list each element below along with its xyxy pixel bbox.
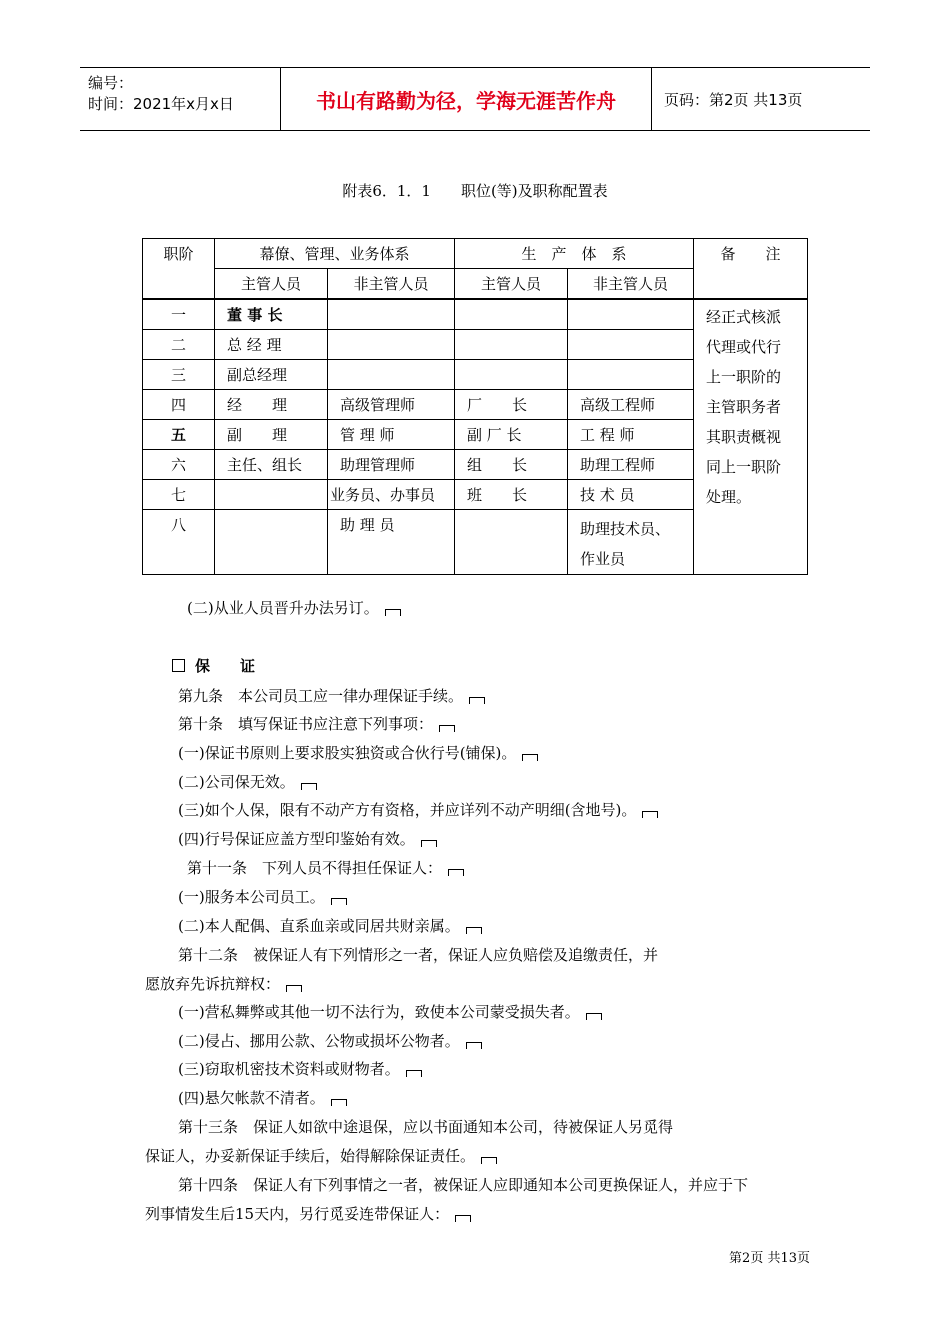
paragraph-mark-icon xyxy=(469,697,485,704)
prod-manager-cell xyxy=(455,510,568,575)
paragraph-mark-icon xyxy=(481,1157,497,1164)
remark-line: 处理。 xyxy=(706,488,752,506)
remark-line: 经正式核派 xyxy=(706,308,782,326)
prod-manager-cell: 厂 长 xyxy=(455,390,568,420)
staff-nonmanager-cell: 助理管理师 xyxy=(328,450,455,480)
paragraph-mark-icon xyxy=(448,869,464,876)
paragraph-mark-icon xyxy=(385,609,401,616)
cell-line: 作业员 xyxy=(580,550,626,568)
rank-cell: 一 xyxy=(143,299,215,330)
paragraph: 第十三条 保证人如欲中途退保，应以书面通知本公司，待被保证人另觅得 xyxy=(178,1118,674,1136)
remark-line: 上一职阶的 xyxy=(706,368,782,386)
paragraph: (四)行号保证应盖方型印鉴始有效。 xyxy=(178,829,437,849)
paragraph-mark-icon xyxy=(406,1070,422,1077)
paragraph-mark-icon xyxy=(331,898,347,905)
paragraph-mark-icon xyxy=(439,725,455,732)
prod-nonmanager-cell: 工 程 师 xyxy=(568,420,694,450)
paragraph: (二)本人配偶、直系血亲或同居共财亲属。 xyxy=(178,916,482,936)
prod-manager-cell xyxy=(455,360,568,390)
prod-manager-cell xyxy=(455,330,568,360)
prod-nonmanager-cell: 助理工程师 xyxy=(568,450,694,480)
time-label: 时间：2021年x月x日 xyxy=(88,95,234,113)
staff-manager-cell: 董 事 长 xyxy=(215,299,328,330)
paragraph-mark-icon xyxy=(421,840,437,847)
staff-nonmanager-cell xyxy=(328,360,455,390)
paragraph: 第十四条 保证人有下列事情之一者，被保证人应即通知本公司更换保证人，并应于下 xyxy=(178,1176,749,1194)
prod-nonmanager-cell xyxy=(568,330,694,360)
staff-manager-cell: 主任、组长 xyxy=(215,450,328,480)
checkbox-square-icon xyxy=(172,659,185,672)
paragraph: 第十条 填写保证书应注意下列事项： xyxy=(178,714,455,734)
paragraph: 第十二条 被保证人有下列情形之一者，保证人应负赔偿及追缴责任，并 xyxy=(178,946,659,964)
paragraph-mark-icon xyxy=(301,783,317,790)
header-staff-nonmanager: 非主管人员 xyxy=(328,269,455,300)
rank-cell: 五 xyxy=(143,420,215,450)
staff-manager-cell xyxy=(215,510,328,575)
paragraph-mark-icon xyxy=(586,1013,602,1020)
rank-cell: 六 xyxy=(143,450,215,480)
remark-line: 主管职务者 xyxy=(706,398,782,416)
paragraph-mark-icon xyxy=(642,811,658,818)
staff-nonmanager-cell: 管 理 师 xyxy=(328,420,455,450)
prod-nonmanager-cell xyxy=(568,299,694,330)
header-motto: 书山有路勤为径，学海无涯苦作舟 xyxy=(281,68,652,130)
paragraph: (二)侵占、挪用公款、公物或损坏公物者。 xyxy=(178,1031,482,1051)
remark-cell xyxy=(694,299,808,575)
header-staff-manager: 主管人员 xyxy=(215,269,328,300)
staff-manager-cell: 总 经 理 xyxy=(215,330,328,360)
cell-line: 助理技术员、 xyxy=(580,520,671,538)
paragraph-mark-icon xyxy=(522,754,538,761)
paragraph: (一)服务本公司员工。 xyxy=(178,887,347,907)
paragraph-mark-icon xyxy=(466,927,482,934)
remark-line: 同上一职阶 xyxy=(706,458,782,476)
paragraph-mark-icon xyxy=(455,1215,471,1222)
paragraph: (一)保证书原则上要求股实独资或合伙行号(铺保)。 xyxy=(178,743,538,763)
paragraph: 第九条 本公司员工应一律办理保证手续。 xyxy=(178,686,485,706)
header-production-system: 生 产 体 系 xyxy=(455,239,694,269)
header-remark: 备 注 xyxy=(694,239,808,300)
rank-cell: 八 xyxy=(143,510,215,575)
staff-manager-cell: 经 理 xyxy=(215,390,328,420)
rank-cell: 四 xyxy=(143,390,215,420)
header-prod-manager: 主管人员 xyxy=(455,269,568,300)
paragraph: (一)营私舞弊或其他一切不法行为，致使本公司蒙受损失者。 xyxy=(178,1002,602,1022)
paragraph-mark-icon xyxy=(466,1042,482,1049)
paragraph: (二)从业人员晋升办法另订。 xyxy=(187,598,401,618)
remark-line: 代理或代行 xyxy=(706,338,782,356)
paragraph: 保证人，办妥新保证手续后，始得解除保证责任。 xyxy=(145,1146,497,1166)
staff-nonmanager-cell: 业务员、办事员 xyxy=(328,480,455,510)
prod-nonmanager-cell: 技 术 员 xyxy=(568,480,694,510)
paragraph: (三)如个人保，限有不动产方有资格，并应详列不动产明细(含地号)。 xyxy=(178,800,658,820)
header-meta xyxy=(80,68,281,130)
section-heading: 保 证 xyxy=(172,656,255,676)
header-prod-nonmanager: 非主管人员 xyxy=(568,269,694,300)
page-header xyxy=(80,67,870,131)
prod-manager-cell: 班 长 xyxy=(455,480,568,510)
staff-manager-cell xyxy=(215,480,328,510)
number-label: 编号： xyxy=(88,74,134,92)
rank-cell: 三 xyxy=(143,360,215,390)
staff-nonmanager-cell: 高级管理师 xyxy=(328,390,455,420)
paragraph: (四)悬欠帐款不清者。 xyxy=(178,1088,347,1108)
paragraph-mark-icon xyxy=(286,985,302,992)
position-title-table xyxy=(142,238,808,575)
prod-nonmanager-cell xyxy=(568,360,694,390)
paragraph: (三)窃取机密技术资料或财物者。 xyxy=(178,1059,422,1079)
prod-manager-cell: 组 长 xyxy=(455,450,568,480)
staff-manager-cell: 副 理 xyxy=(215,420,328,450)
prod-manager-cell xyxy=(455,299,568,330)
staff-nonmanager-cell xyxy=(328,299,455,330)
paragraph-mark-icon xyxy=(331,1099,347,1106)
prod-manager-cell: 副 厂 长 xyxy=(455,420,568,450)
staff-nonmanager-cell: 助 理 员 xyxy=(328,510,455,575)
header-page-info: 页码：第2页 共13页 xyxy=(664,90,803,109)
header-staff-system: 幕僚、管理、业务体系 xyxy=(215,239,455,269)
prod-nonmanager-cell: 高级工程师 xyxy=(568,390,694,420)
page-footer: 第2页 共13页 xyxy=(729,1251,810,1266)
paragraph: 第十一条 下列人员不得担任保证人： xyxy=(187,858,464,878)
prod-nonmanager-cell xyxy=(568,510,694,575)
table-title: 附表6．1．1 职位(等)及职称配置表 xyxy=(342,182,608,200)
staff-nonmanager-cell xyxy=(328,330,455,360)
header-rank: 职阶 xyxy=(143,239,215,300)
paragraph: 列事情发生后15天内，另行觅妥连带保证人： xyxy=(145,1204,471,1224)
rank-cell: 二 xyxy=(143,330,215,360)
rank-cell: 七 xyxy=(143,480,215,510)
staff-manager-cell: 副总经理 xyxy=(215,360,328,390)
paragraph: (二)公司保无效。 xyxy=(178,772,317,792)
remark-line: 其职责概视 xyxy=(706,428,782,446)
paragraph: 愿放弃先诉抗辩权： xyxy=(145,974,302,994)
